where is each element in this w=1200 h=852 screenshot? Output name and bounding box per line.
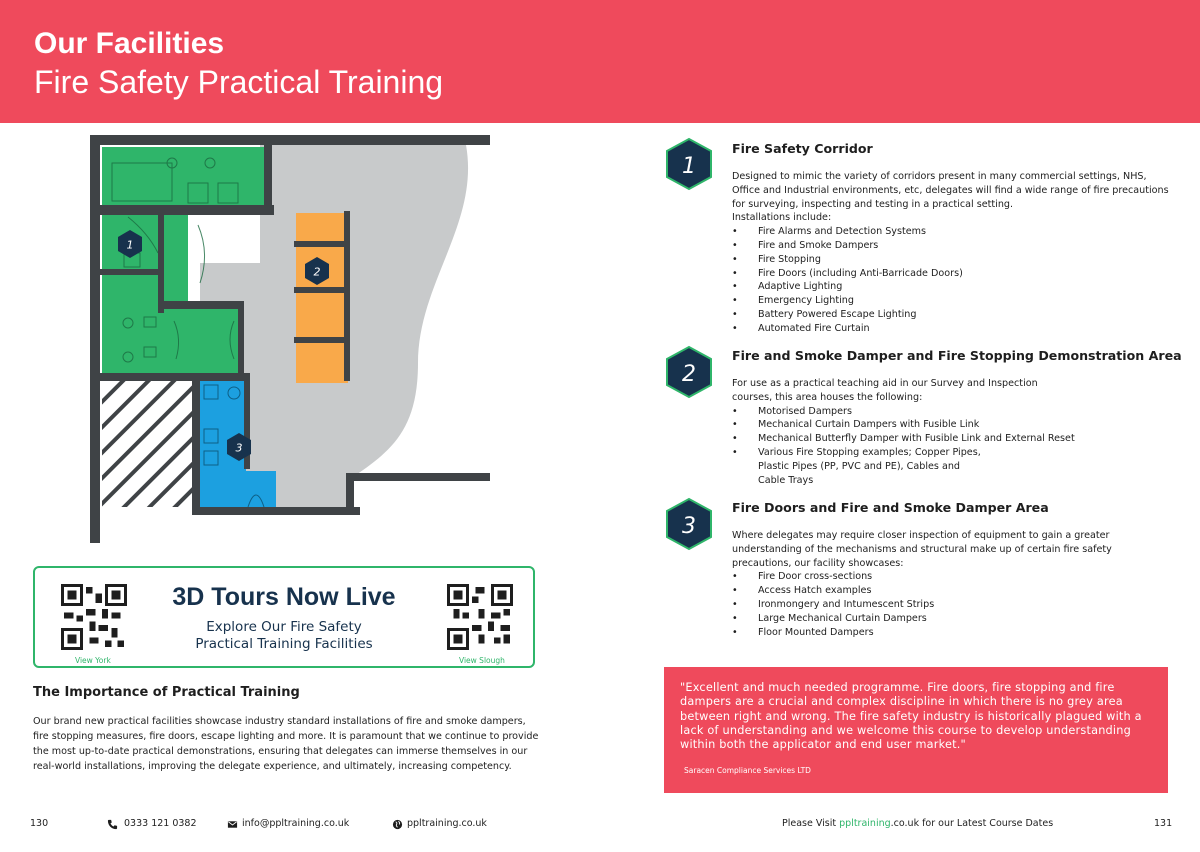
zone-green-room: [164, 309, 240, 379]
visit-suffix: .co.uk for our Latest Course Dates: [890, 818, 1054, 829]
section-3-body: [732, 529, 1172, 639]
section-1-list: [732, 225, 1172, 335]
list-item: • Large Mechanical Curtain Dampers: [732, 612, 1172, 626]
list-item: • Mechanical Butterfly Damper with Fusible Link and External Reset: [732, 432, 1172, 446]
testimonial-source: Saracen Compliance Services LTD: [684, 766, 811, 775]
section-1-number: 1: [682, 154, 696, 179]
tours-heading: 3D Tours Now Live: [172, 583, 396, 611]
footer-phone[interactable]: 0333 121 0382: [124, 818, 197, 829]
page-number-right: 131: [1154, 818, 1173, 829]
hexagon-badge-icon: [665, 137, 713, 191]
page-subtitle: Fire Safety Practical Training: [34, 64, 444, 100]
importance-heading: The Importance of Practical Training: [33, 685, 300, 700]
testimonial-box: [664, 667, 1168, 793]
list-item: • Emergency Lighting: [732, 294, 1172, 308]
globe-icon: [392, 819, 403, 830]
marker-2-label: 2: [313, 265, 321, 279]
importance-body: Our brand new practical facilities showcase industry standard installations of fire and smoke dampers, fire stopping measures, fire doors, escape lighting and more. It is paramount that we continue to provide the most up-to-date practical demonstrations, ensuring that delegates can immerse themselves in our real-world installations, improving the delegate experience, and ultimately, increasing competency.: [33, 716, 539, 772]
list-item: • Access Hatch examples: [732, 584, 1172, 598]
footer-website[interactable]: ppltraining.co.uk: [407, 818, 487, 829]
section-3-list: [732, 570, 1172, 639]
section-2-list: [732, 405, 1172, 488]
visit-link[interactable]: ppltraining: [839, 818, 891, 829]
hatched-area: [102, 379, 196, 507]
tours-line-2: Practical Training Facilities: [195, 636, 373, 652]
testimonial-text: "Excellent and much needed programme. Fire doors, fire stopping and fire dampers are a crucial and complex discipline in which there is no grey area between right and wrong. The fire safety industry is historically plagued with a lack of understanding and we welcome this course to develop understanding within both the applicator and end user market.": [680, 681, 1142, 752]
marker-1-label: 1: [126, 238, 134, 252]
list-item: • Fire Alarms and Detection Systems: [732, 225, 1172, 239]
section-3-number: 3: [682, 514, 696, 539]
list-item: • Battery Powered Escape Lighting: [732, 308, 1172, 322]
list-item: • Mechanical Curtain Dampers with Fusible Link: [732, 418, 1172, 432]
section-1-lead: Installations include:: [732, 212, 832, 224]
footer-visit-text: [782, 818, 1053, 829]
phone-icon: [107, 819, 118, 830]
section-1-intro: Designed to mimic the variety of corridors present in many commercial settings, NHS, Office and Industrial environments, etc, delegates will find a wide range of fire precautions for surveying, inspecting and testing in a practical setting.: [732, 171, 1169, 210]
floor-plan: [88, 133, 492, 545]
hexagon-badge-icon: [665, 345, 713, 399]
tours-line-1: Explore Our Fire Safety: [206, 619, 362, 635]
list-item: • Fire Doors (including Anti-Barricade Doors): [732, 267, 1172, 281]
list-item: • Adaptive Lighting: [732, 280, 1172, 294]
email-icon: [227, 819, 238, 830]
page-number-left: 130: [30, 818, 49, 829]
list-item: • Automated Fire Curtain: [732, 322, 1172, 336]
section-2-number: 2: [682, 362, 696, 387]
qr-left-caption[interactable]: View York: [75, 656, 111, 665]
tours-box: [33, 566, 535, 668]
section-1-body: [732, 170, 1172, 336]
list-item: • Fire Door cross-sections: [732, 570, 1172, 584]
hexagon-badge-icon: [665, 497, 713, 551]
list-item: • Fire and Smoke Dampers: [732, 239, 1172, 253]
page-header: [0, 0, 1200, 123]
section-2-body: [732, 377, 1075, 487]
list-item: • Fire Stopping: [732, 253, 1172, 267]
list-item: • Various Fire Stopping examples; Copper Pipes, Plastic Pipes (PP, PVC and PE), Cables and Cable Trays: [732, 446, 988, 487]
list-item: • Floor Mounted Dampers: [732, 626, 1172, 640]
list-item: • Ironmongery and Intumescent Strips: [732, 598, 1172, 612]
section-2-intro: For use as a practical teaching aid in our Survey and Inspection courses, this area houses the following:: [732, 378, 1038, 403]
list-item: • Motorised Dampers: [732, 405, 1172, 419]
page-title: Our Facilities: [34, 27, 225, 60]
section-1-title: Fire Safety Corridor: [732, 141, 873, 156]
qr-right-caption[interactable]: View Slough: [459, 656, 505, 665]
section-2-title: Fire and Smoke Damper and Fire Stopping Demonstration Area: [732, 348, 1182, 363]
footer-email[interactable]: info@ppltraining.co.uk: [242, 818, 350, 829]
marker-3-label: 3: [235, 441, 243, 455]
section-3-title: Fire Doors and Fire and Smoke Damper Area: [732, 500, 1049, 515]
qr-code-icon[interactable]: [447, 584, 513, 650]
section-3-intro: Where delegates may require closer inspection of equipment to gain a greater understanding of the mechanisms and structural make up of certain fire safety precautions, our facility showcases:: [732, 530, 1112, 569]
zone-green-strip: [162, 229, 188, 299]
zone-orange: [296, 213, 348, 383]
zone-green-top: [102, 147, 272, 213]
visit-prefix: Please Visit: [782, 818, 840, 829]
